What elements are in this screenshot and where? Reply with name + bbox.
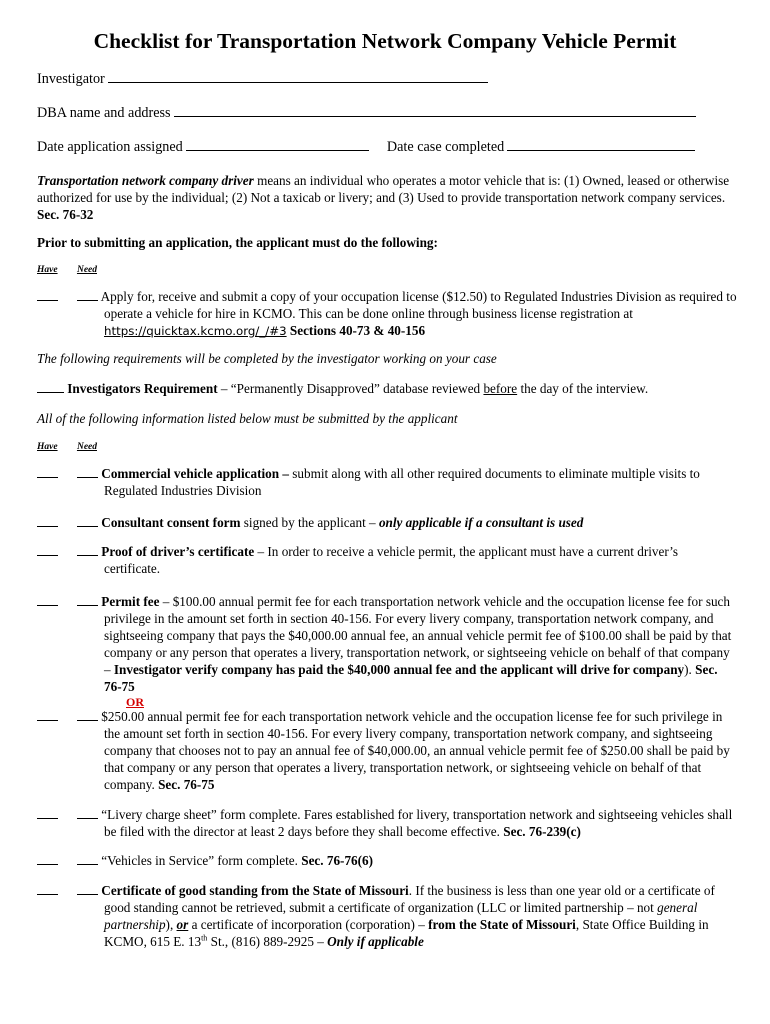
investigator-field[interactable]	[37, 70, 488, 88]
investigator-req-text: – “Permanently Disapproved” database reviewed	[217, 381, 484, 396]
checklist-item-good-standing	[37, 882, 737, 950]
definition-text: means an individual who operates a motor vehicle that is: (1) Owned, leased or otherwise authorized for use by the individual; (2) Not a taxicab or livery; and (3) Used to provide transportation network company services.	[37, 173, 730, 205]
investigator-note: The following requirements will be completed by the investigator working on your case	[37, 351, 497, 366]
date-fields	[37, 138, 695, 156]
quicktax-link[interactable]: https://quicktax.kcmo.org/_/#3	[104, 324, 287, 338]
applicant-note: All of the following information listed below must be submitted by the applicant	[37, 411, 458, 426]
need-checkbox[interactable]	[77, 543, 98, 556]
definition-ref: Sec. 76-32	[37, 207, 94, 222]
alt-fee-ref: Sec. 76-75	[158, 777, 215, 792]
have-checkbox[interactable]	[37, 852, 58, 865]
date-assigned-label: Date application assigned	[37, 139, 183, 155]
have-header: Have	[37, 265, 58, 275]
investigator-blank[interactable]	[108, 70, 488, 83]
permit-fee-ref: Sec. 76-75	[104, 662, 718, 694]
permit-fee-label: Permit fee	[101, 594, 160, 609]
or-label: OR	[126, 695, 144, 709]
checklist-item-vehicles	[37, 852, 737, 869]
checklist-item-permit-fee	[37, 593, 737, 695]
good-standing-text-3: a certificate of incorporation (corporation) –	[188, 917, 429, 932]
checklist-item-consultant	[37, 514, 737, 531]
apply-text: Apply for, receive and submit a copy of your occupation license ($12.50) to Regulated Industries Division as required to operate a vehicle for hire in KCMO. This can be done online through business license registration at	[100, 289, 737, 321]
have-checkbox[interactable]	[37, 593, 58, 606]
page-title: Checklist for Transportation Network Company Vehicle Permit	[93, 29, 677, 53]
vehicles-ref: Sec. 76-76(6)	[301, 853, 374, 868]
have-header: Have	[37, 442, 58, 452]
checklist-item-livery	[37, 806, 737, 840]
definition-paragraph	[37, 172, 737, 223]
definition-term: Transportation network company driver	[37, 173, 254, 188]
good-standing-text: . If the business is less than one year old or a certificate of good standing cannot be retrieved, submit a certificate of organization (LLC or limited partnership – not	[104, 883, 715, 915]
commercial-label: Commercial vehicle application –	[101, 466, 289, 481]
have-checkbox[interactable]	[37, 806, 58, 819]
investigator-requirement	[37, 380, 737, 397]
good-standing-text-2: ),	[165, 917, 177, 932]
have-checkbox[interactable]	[37, 288, 58, 301]
date-completed-blank[interactable]	[507, 138, 695, 151]
good-standing-phone: St., (816) 889-2925 –	[207, 934, 328, 949]
permit-fee-ref-prefix: ).	[684, 662, 696, 677]
need-checkbox[interactable]	[77, 593, 98, 606]
dba-field[interactable]	[37, 104, 696, 122]
checklist-item-apply	[37, 288, 737, 340]
need-checkbox[interactable]	[77, 465, 98, 478]
have-checkbox[interactable]	[37, 514, 58, 527]
proof-text: – In order to receive a vehicle permit, the applicant must have a current driver’s certificate.	[104, 544, 678, 576]
have-checkbox[interactable]	[37, 708, 58, 721]
need-header: Need	[76, 442, 97, 452]
need-header: Need	[76, 265, 97, 275]
permit-fee-verify: Investigator verify company has paid the $40,000 annual fee and the applicant will drive for company	[113, 662, 685, 677]
vehicles-text: “Vehicles in Service” form complete.	[101, 853, 302, 868]
commercial-text: submit along with all other required documents to eliminate multiple visits to Regulated Industries Division	[104, 466, 700, 498]
need-checkbox[interactable]	[77, 852, 98, 865]
need-checkbox[interactable]	[77, 806, 98, 819]
column-headers-2	[37, 439, 97, 456]
checklist-item-proof	[37, 543, 737, 577]
need-checkbox[interactable]	[77, 882, 98, 895]
investigator-label: Investigator	[37, 71, 105, 87]
good-standing-italic: general partnership	[104, 900, 698, 932]
good-standing-address: , State Office Building in KCMO, 615 E. 13	[104, 917, 709, 949]
date-completed-label: Date case completed	[386, 139, 505, 155]
permit-fee-text: – $100.00 annual permit fee for each transportation network vehicle and the occupation license fee for such privilege in the amount set forth in section 40-156. For every livery company, transportation network company, and sightseeing company that pays the $40,000.00 annual fee, an annual vehicle permit fee of $100.00 shall be paid by that company or any person that operates a livery, transportation network, or sightseeing vehicle on behalf of that company –	[104, 594, 732, 677]
have-checkbox[interactable]	[37, 882, 58, 895]
consultant-note: only applicable if a consultant is used	[378, 515, 584, 530]
date-assigned-blank[interactable]	[186, 138, 369, 151]
livery-ref: Sec. 76-239(c)	[503, 824, 581, 839]
investigator-req-before: before	[483, 381, 518, 396]
investigator-req-label: Investigators Requirement	[67, 381, 218, 396]
have-checkbox[interactable]	[37, 543, 58, 556]
alt-fee-text: $250.00 annual permit fee for each transportation network vehicle and the occupation license fee for such privilege in the amount set forth in section 40-156. For every livery company, transportation network company, and sightseeing company that chooses not to pay an annual fee of $40,000.00, an annual vehicle permit fee of $250.00 shall be paid by that company or any person that operates a livery, transportation network, or sightseeing vehicle on behalf of that company.	[101, 709, 730, 792]
need-checkbox[interactable]	[77, 708, 98, 721]
proof-label: Proof of driver’s certificate	[101, 544, 255, 559]
investigator-checkbox[interactable]	[37, 380, 64, 393]
livery-text: “Livery charge sheet” form complete. Fares established for livery, transportation network and sightseeing vehicles shall be filed with the director at least 2 days before they shall become effective.	[101, 807, 733, 839]
good-standing-or: or	[176, 917, 189, 932]
consultant-text: signed by the applicant –	[240, 515, 379, 530]
good-standing-sup: th	[201, 933, 208, 943]
have-checkbox[interactable]	[37, 465, 58, 478]
need-checkbox[interactable]	[77, 514, 98, 527]
apply-ref: Sections 40-73 & 40-156	[289, 323, 426, 338]
prior-heading: Prior to submitting an application, the applicant must do the following:	[37, 235, 438, 250]
need-checkbox[interactable]	[77, 288, 98, 301]
checklist-item-commercial	[37, 465, 737, 499]
good-standing-state: from the State of Missouri	[428, 917, 576, 932]
checklist-item-alt-fee	[37, 708, 737, 793]
good-standing-label: Certificate of good standing from the State of Missouri	[101, 883, 409, 898]
good-standing-note: Only if applicable	[327, 934, 424, 949]
consultant-label: Consultant consent form	[101, 515, 241, 530]
column-headers-1	[37, 262, 97, 279]
investigator-req-text-end: the day of the interview.	[517, 381, 649, 396]
dba-blank[interactable]	[174, 104, 696, 117]
dba-label: DBA name and address	[37, 105, 171, 121]
